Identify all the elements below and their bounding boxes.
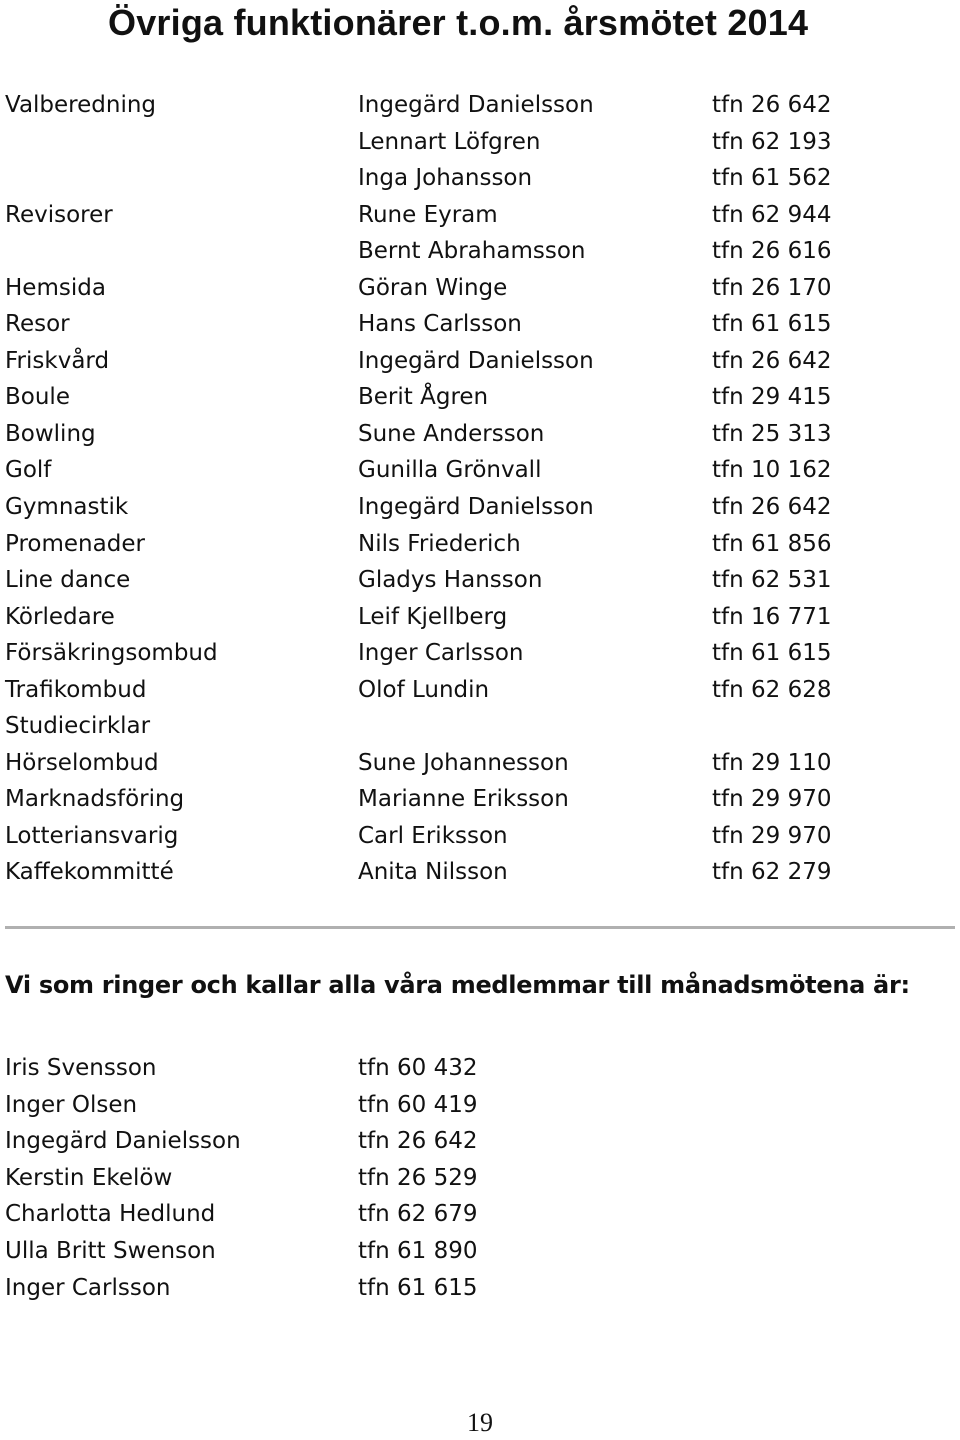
- official-row: [5, 160, 905, 197]
- official-phone: tfn 61 856: [712, 530, 832, 557]
- official-name: Ingegärd Danielsson: [358, 494, 594, 521]
- officials-list: [5, 87, 905, 891]
- official-name: Gladys Hansson: [358, 567, 543, 594]
- caller-name: Charlotta Hedlund: [5, 1201, 216, 1228]
- official-row: [5, 379, 905, 416]
- official-role: Kaffekommitté: [5, 859, 174, 886]
- caller-row: [5, 1233, 705, 1270]
- official-role: Resor: [5, 311, 70, 338]
- official-row: [5, 854, 905, 891]
- caller-row: [5, 1087, 705, 1124]
- caller-phone: tfn 61 890: [358, 1237, 478, 1264]
- official-name: Lennart Löfgren: [358, 128, 541, 155]
- official-name: Bernt Abrahamsson: [358, 238, 586, 265]
- caller-row: [5, 1050, 705, 1087]
- official-phone: tfn 29 415: [712, 384, 832, 411]
- official-phone: tfn 61 562: [712, 165, 832, 192]
- official-role: Hörselombud: [5, 749, 159, 776]
- official-row: [5, 489, 905, 526]
- caller-phone: tfn 60 432: [358, 1055, 478, 1081]
- official-phone: tfn 62 944: [712, 201, 832, 228]
- caller-name: Iris Svensson: [5, 1055, 157, 1081]
- official-name: Nils Friederich: [358, 530, 521, 557]
- official-phone: tfn 26 642: [712, 347, 832, 374]
- caller-phone: tfn 26 642: [358, 1128, 478, 1155]
- official-role: Gymnastik: [5, 494, 129, 521]
- official-name: Ingegärd Danielsson: [358, 92, 594, 118]
- official-phone: tfn 61 615: [712, 311, 832, 338]
- official-row: [5, 452, 905, 489]
- official-row: [5, 306, 905, 343]
- official-row: [5, 708, 905, 745]
- caller-row: [5, 1123, 705, 1160]
- official-role: Bowling: [5, 420, 96, 447]
- official-row: [5, 270, 905, 307]
- page-title: Övriga funktionärer t.o.m. årsmötet 2014: [108, 2, 809, 43]
- official-role: Valberedning: [5, 92, 157, 118]
- official-role: Boule: [5, 384, 70, 411]
- caller-name: Ulla Britt Swenson: [5, 1237, 216, 1264]
- official-row: [5, 635, 905, 672]
- official-row: [5, 818, 905, 855]
- official-role: Studiecirklar: [5, 713, 151, 740]
- official-phone: tfn 25 313: [712, 420, 832, 447]
- caller-name: Ingegärd Danielsson: [5, 1128, 241, 1155]
- official-row: [5, 416, 905, 453]
- caller-phone: tfn 62 679: [358, 1201, 478, 1228]
- callers-list: [5, 1050, 705, 1306]
- official-phone: tfn 29 970: [712, 822, 832, 849]
- page-number: 19: [467, 1408, 493, 1437]
- official-phone: tfn 26 642: [712, 494, 832, 521]
- official-name: Sune Johannesson: [358, 749, 569, 776]
- official-role: Trafikombud: [5, 676, 147, 703]
- official-name: Hans Carlsson: [358, 311, 522, 338]
- official-role: Försäkringsombud: [5, 640, 218, 667]
- official-row: [5, 197, 905, 234]
- official-role: Hemsida: [5, 274, 106, 301]
- official-row: [5, 562, 905, 599]
- official-phone: tfn 29 110: [712, 749, 832, 776]
- callers-heading: Vi som ringer och kallar alla våra medlemmar till månadsmötena är:: [5, 971, 910, 999]
- caller-name: Inger Olsen: [5, 1091, 138, 1118]
- caller-row: [5, 1270, 705, 1307]
- official-role: Marknadsföring: [5, 786, 185, 813]
- caller-row: [5, 1160, 705, 1197]
- official-name: Carl Eriksson: [358, 822, 508, 849]
- caller-phone: tfn 61 615: [358, 1274, 478, 1301]
- official-name: Gunilla Grönvall: [358, 457, 542, 484]
- official-phone: tfn 26 616: [712, 238, 832, 265]
- official-name: Marianne Eriksson: [358, 786, 569, 813]
- caller-name: Kerstin Ekelöw: [5, 1164, 173, 1191]
- official-name: Göran Winge: [358, 274, 508, 301]
- official-row: [5, 526, 905, 563]
- official-row: [5, 87, 905, 124]
- official-row: [5, 745, 905, 782]
- official-phone: tfn 62 279: [712, 859, 832, 886]
- official-phone: tfn 62 531: [712, 567, 832, 594]
- official-role: Line dance: [5, 567, 131, 594]
- official-phone: tfn 10 162: [712, 457, 832, 484]
- official-role: Promenader: [5, 530, 145, 557]
- official-role: Revisorer: [5, 201, 113, 228]
- official-name: Sune Andersson: [358, 420, 545, 447]
- official-phone: tfn 62 193: [712, 128, 832, 155]
- official-role: Friskvård: [5, 347, 110, 374]
- official-row: [5, 343, 905, 380]
- caller-phone: tfn 60 419: [358, 1091, 478, 1118]
- official-row: [5, 672, 905, 709]
- official-name: Ingegärd Danielsson: [358, 347, 594, 374]
- official-phone: tfn 16 771: [712, 603, 832, 630]
- official-phone: tfn 26 170: [712, 274, 832, 301]
- official-role: Golf: [5, 457, 52, 484]
- caller-phone: tfn 26 529: [358, 1164, 478, 1191]
- official-role: Körledare: [5, 603, 115, 630]
- official-name: Anita Nilsson: [358, 859, 508, 886]
- caller-name: Inger Carlsson: [5, 1274, 171, 1301]
- official-name: Leif Kjellberg: [358, 603, 508, 630]
- caller-row: [5, 1196, 705, 1233]
- official-row: [5, 781, 905, 818]
- official-row: [5, 124, 905, 161]
- official-row: [5, 233, 905, 270]
- official-name: Rune Eyram: [358, 201, 498, 228]
- official-name: Berit Ågren: [358, 384, 489, 411]
- official-name: Olof Lundin: [358, 676, 490, 703]
- official-role: Lotteriansvarig: [5, 822, 179, 849]
- official-name: Inga Johansson: [358, 165, 533, 192]
- official-phone: tfn 26 642: [712, 92, 832, 118]
- official-row: [5, 599, 905, 636]
- official-phone: tfn 62 628: [712, 676, 832, 703]
- official-phone: tfn 29 970: [712, 786, 832, 813]
- official-phone: tfn 61 615: [712, 640, 832, 667]
- section-divider: [5, 926, 955, 929]
- official-name: Inger Carlsson: [358, 640, 524, 667]
